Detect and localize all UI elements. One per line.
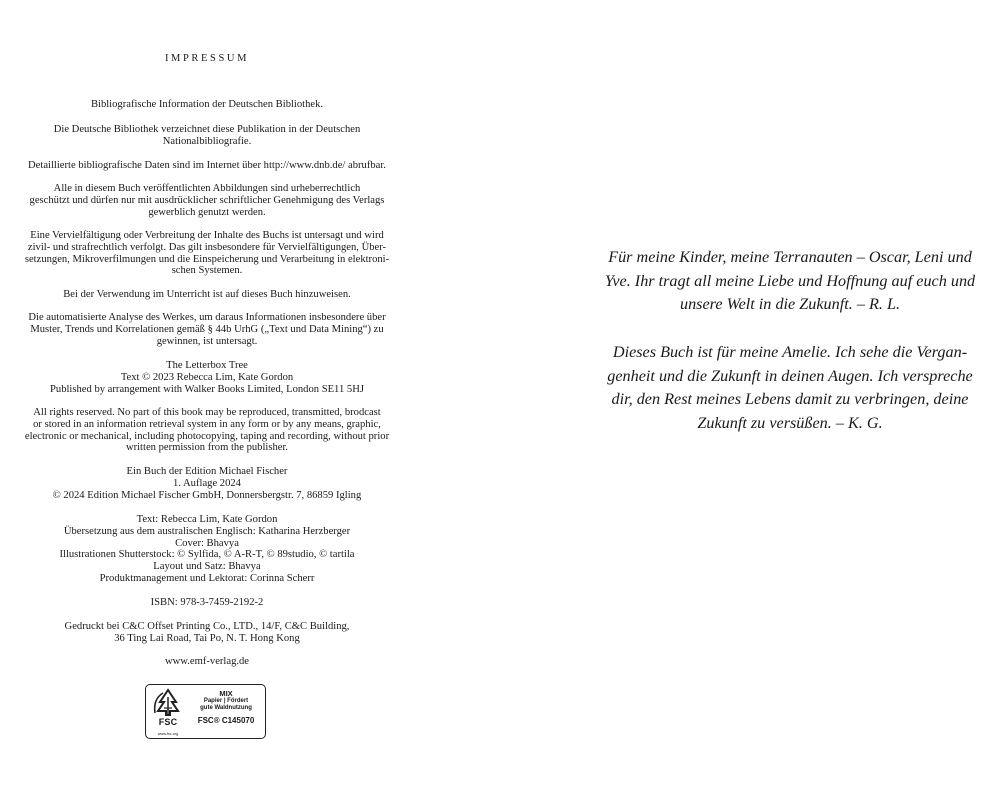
imprint-paragraph-dnb-url: Detaillierte bibliografische Daten sind im Internet über http://www.dnb.de/ abrufbar.	[28, 160, 386, 171]
imprint-paragraph-dnb: Die Deutsche Bibliothek verzeichnet diese Publikation in der Deutschen Nationalbibliografie.	[53, 124, 361, 147]
imprint-paragraph-isbn: ISBN: 978-3-7459-2192-2	[150, 597, 264, 608]
fsc-badge	[145, 684, 266, 739]
fsc-mix-label: MIX	[219, 689, 233, 698]
imprint-paragraph-original-title: The Letterbox Tree Text © 2023 Rebecca Lim, Kate Gordon Published by arrangement with Walker Books Limited, London SE11 5HJ	[50, 360, 364, 395]
dedication-k-g: Dieses Buch ist für meine Amelie. Ich sehe die Vergan- genheit und die Zukunft in deinen Augen. Ich verspreche dir, den Rest meines Lebens damit zu verbringen, deine Zukunft zu versüßen. – K. G.	[607, 343, 973, 432]
imprint-paragraph-credits: Text: Rebecca Lim, Kate Gordon Übersetzung aus dem australischen Englisch: Katharina Herzberger Cover: Bhavya Illustrationen Shutterstock: © Sylfida, © A-R-T, © 89studio, © tartila Layout und Satz: Bhavya Produktmanagement und Lektorat: Corinna Scherr	[59, 514, 355, 584]
fsc-tree-icon	[149, 687, 187, 717]
imprint-paragraph-edition: Ein Buch der Edition Michael Fischer 1. Auflage 2024 © 2024 Edition Michael Fischer GmbH, Donnersbergstr. 7, 86859 Igling	[52, 466, 362, 501]
imprint-paragraph-printer: Gedruckt bei C&C Offset Printing Co., LTD., 14/F, C&C Building, 36 Ting Lai Road, Tai Po, N. T. Hong Kong	[64, 621, 350, 644]
fsc-line-2: gute Waldnutzung	[200, 705, 252, 711]
imprint-paragraph-teaching: Bei der Verwendung im Unterricht ist auf dieses Buch hinzuweisen.	[63, 289, 351, 300]
dedication-page	[580, 0, 1000, 800]
imprint-paragraph-rights: All rights reserved. No part of this book may be reproduced, transmitted, brodcast or stored in an information retrieval system in any form or by any means, graphic, electronic or mechanical, including photocopying, taping and recording, without prior written permission from the publisher.	[24, 407, 390, 454]
dedication-r-l: Für meine Kinder, meine Terranauten – Oscar, Leni und Yve. Ihr tragt all meine Liebe und Hoffnung auf euch und unsere Welt in die Zukunft. – R. L.	[604, 248, 976, 313]
imprint-heading: IMPRESSUM	[164, 53, 250, 64]
fsc-logo-text: FSC	[158, 717, 178, 727]
imprint-paragraph-text-mining: Die automatisierte Analyse des Werkes, um daraus Informationen insbesondere über Muster, Trends und Korrelationen gemäß § 44b UrhG („Text und Data Mining“) zu gewinnen, ist untersagt.	[28, 312, 386, 347]
imprint-page	[0, 0, 414, 800]
fsc-line-1: Papier | Fördert	[203, 698, 249, 704]
fsc-details	[189, 689, 263, 726]
imprint-paragraph-bibliographic: Bibliografische Information der Deutschen Bibliothek.	[90, 99, 324, 110]
imprint-paragraph-copying: Eine Vervielfältigung oder Verbreitung der Inhalte des Buchs ist untersagt und wird zivil- und strafrechtlich verfolgt. Das gilt insbesondere für Vervielfältigungen, Über- setzungen, Mikroverfilmungen und die Einspeicherung und Verarbeitung in elektroni- schen Systemen.	[24, 230, 390, 277]
imprint-paragraph-website: www.emf-verlag.de	[164, 656, 250, 667]
fsc-logo	[149, 687, 187, 737]
fsc-code: FSC® C145070	[197, 716, 255, 725]
fsc-website: www.fsc.org	[157, 732, 179, 736]
imprint-paragraph-images: Alle in diesem Buch veröffentlichten Abbildungen sind urheberrechtlich geschützt und dürfen nur mit ausdrücklicher schriftlicher Genehmigung des Verlags gewerblich genutzt werden.	[29, 183, 385, 218]
